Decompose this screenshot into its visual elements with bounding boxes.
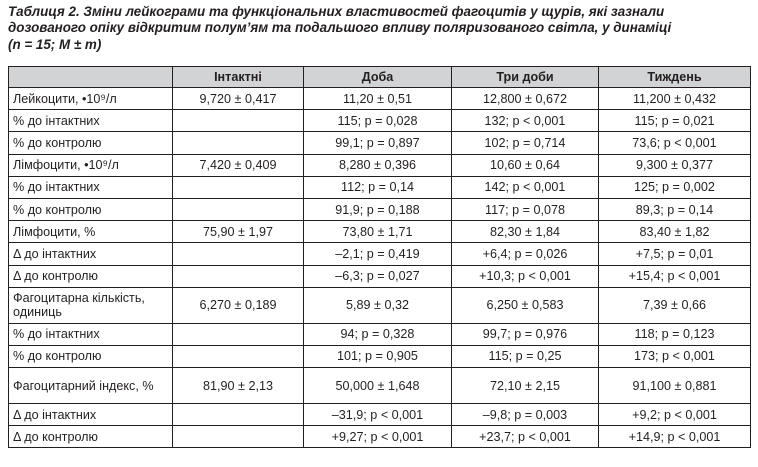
value-cell: 12,800 ± 0,672 xyxy=(452,88,599,110)
row-label-cell: Лімфоцити, •10⁹/л xyxy=(9,154,173,176)
value-cell: 73,80 ± 1,71 xyxy=(304,221,452,243)
row-label-cell: % до інтактних xyxy=(9,323,173,345)
table-row xyxy=(9,287,751,323)
value-cell: 115; p = 0,25 xyxy=(452,345,599,367)
table-body xyxy=(9,88,751,448)
value-cell: 83,40 ± 1,82 xyxy=(599,221,751,243)
table-row xyxy=(9,345,751,367)
row-label-cell: Δ до інтактних xyxy=(9,404,173,426)
value-cell: 99,1; p = 0,897 xyxy=(304,132,452,154)
value-cell xyxy=(173,345,304,367)
row-label-cell: % до контролю xyxy=(9,345,173,367)
value-cell: +23,7; p < 0,001 xyxy=(452,426,599,448)
value-cell: 173; p < 0,001 xyxy=(599,345,751,367)
row-label-cell: Фагоцитарний індекс, % xyxy=(9,368,173,404)
data-table xyxy=(8,66,751,448)
row-label-cell: % до контролю xyxy=(9,198,173,220)
value-cell: 72,10 ± 2,15 xyxy=(452,368,599,404)
value-cell xyxy=(173,243,304,265)
table-row xyxy=(9,176,751,198)
table-row xyxy=(9,88,751,110)
value-cell xyxy=(173,323,304,345)
value-cell: +9,2; p < 0,001 xyxy=(599,404,751,426)
header-cell-intact: Інтактні xyxy=(173,67,304,88)
header-cell-label xyxy=(9,67,173,88)
value-cell xyxy=(173,198,304,220)
table-caption xyxy=(8,4,750,53)
row-label-cell: Фагоцитарна кількість, одиниць xyxy=(9,287,173,323)
value-cell: +6,4; p = 0,026 xyxy=(452,243,599,265)
value-cell: –9,8; p = 0,003 xyxy=(452,404,599,426)
table-row xyxy=(9,243,751,265)
value-cell: 142; p < 0,001 xyxy=(452,176,599,198)
value-cell: 7,420 ± 0,409 xyxy=(173,154,304,176)
value-cell: 5,89 ± 0,32 xyxy=(304,287,452,323)
value-cell: 125; p = 0,002 xyxy=(599,176,751,198)
value-cell: 10,60 ± 0,64 xyxy=(452,154,599,176)
value-cell: 9,300 ± 0,377 xyxy=(599,154,751,176)
value-cell: 89,3; p = 0,14 xyxy=(599,198,751,220)
value-cell xyxy=(173,426,304,448)
value-cell: 75,90 ± 1,97 xyxy=(173,221,304,243)
header-cell-day: Доба xyxy=(304,67,452,88)
table-row xyxy=(9,323,751,345)
table-row xyxy=(9,154,751,176)
value-cell: –31,9; p < 0,001 xyxy=(304,404,452,426)
value-cell: 115; p = 0,021 xyxy=(599,110,751,132)
table-row xyxy=(9,404,751,426)
header-cell-week: Тиждень xyxy=(599,67,751,88)
table-row xyxy=(9,426,751,448)
value-cell: 73,6; p < 0,001 xyxy=(599,132,751,154)
value-cell: 11,200 ± 0,432 xyxy=(599,88,751,110)
value-cell: +15,4; p < 0,001 xyxy=(599,265,751,287)
header-row xyxy=(9,67,751,88)
table-row xyxy=(9,265,751,287)
header-cell-three-days: Три доби xyxy=(452,67,599,88)
value-cell xyxy=(173,132,304,154)
table-row xyxy=(9,198,751,220)
value-cell: 82,30 ± 1,84 xyxy=(452,221,599,243)
value-cell: 6,250 ± 0,583 xyxy=(452,287,599,323)
value-cell: 132; p < 0,001 xyxy=(452,110,599,132)
value-cell: 9,720 ± 0,417 xyxy=(173,88,304,110)
row-label-cell: Δ до контролю xyxy=(9,265,173,287)
row-label-cell: Δ до інтактних xyxy=(9,243,173,265)
table-row xyxy=(9,368,751,404)
value-cell: +14,9; p < 0,001 xyxy=(599,426,751,448)
value-cell: –6,3; p = 0,027 xyxy=(304,265,452,287)
row-label-cell: Δ до контролю xyxy=(9,426,173,448)
table-row xyxy=(9,110,751,132)
value-cell: 50,000 ± 1,648 xyxy=(304,368,452,404)
value-cell: 102; p = 0,714 xyxy=(452,132,599,154)
row-label-cell: Лейкоцити, •10⁹/л xyxy=(9,88,173,110)
value-cell: +7,5; p = 0,01 xyxy=(599,243,751,265)
table-row xyxy=(9,132,751,154)
value-cell: 99,7; p = 0,976 xyxy=(452,323,599,345)
value-cell: 11,20 ± 0,51 xyxy=(304,88,452,110)
value-cell: 81,90 ± 2,13 xyxy=(173,368,304,404)
value-cell: 91,9; p = 0,188 xyxy=(304,198,452,220)
caption-line-3: (n = 15; M ± m) xyxy=(8,36,102,52)
value-cell: 115; p = 0,028 xyxy=(304,110,452,132)
caption-line-2: дозованого опіку відкритим полум’ям та подальшого впливу поляризованого світла, у динаміці xyxy=(8,20,672,36)
row-label-cell: Лімфоцити, % xyxy=(9,221,173,243)
value-cell xyxy=(173,265,304,287)
value-cell: –2,1; p = 0,419 xyxy=(304,243,452,265)
value-cell: +9,27; p < 0,001 xyxy=(304,426,452,448)
value-cell: 94; p = 0,328 xyxy=(304,323,452,345)
value-cell: 6,270 ± 0,189 xyxy=(173,287,304,323)
value-cell: 112; p = 0,14 xyxy=(304,176,452,198)
value-cell xyxy=(173,404,304,426)
value-cell xyxy=(173,110,304,132)
value-cell: 91,100 ± 0,881 xyxy=(599,368,751,404)
table-row xyxy=(9,221,751,243)
value-cell: +10,3; p < 0,001 xyxy=(452,265,599,287)
value-cell xyxy=(173,176,304,198)
value-cell: 101; p = 0,905 xyxy=(304,345,452,367)
row-label-cell: % до контролю xyxy=(9,132,173,154)
caption-line-1: Таблиця 2. Зміни лейкограми та функціональних властивостей фагоцитів у щурів, які зазнали xyxy=(8,4,665,19)
value-cell: 7,39 ± 0,66 xyxy=(599,287,751,323)
value-cell: 118; p = 0,123 xyxy=(599,323,751,345)
row-label-cell: % до інтактних xyxy=(9,110,173,132)
value-cell: 8,280 ± 0,396 xyxy=(304,154,452,176)
row-label-cell: % до інтактних xyxy=(9,176,173,198)
value-cell: 117; p = 0,078 xyxy=(452,198,599,220)
